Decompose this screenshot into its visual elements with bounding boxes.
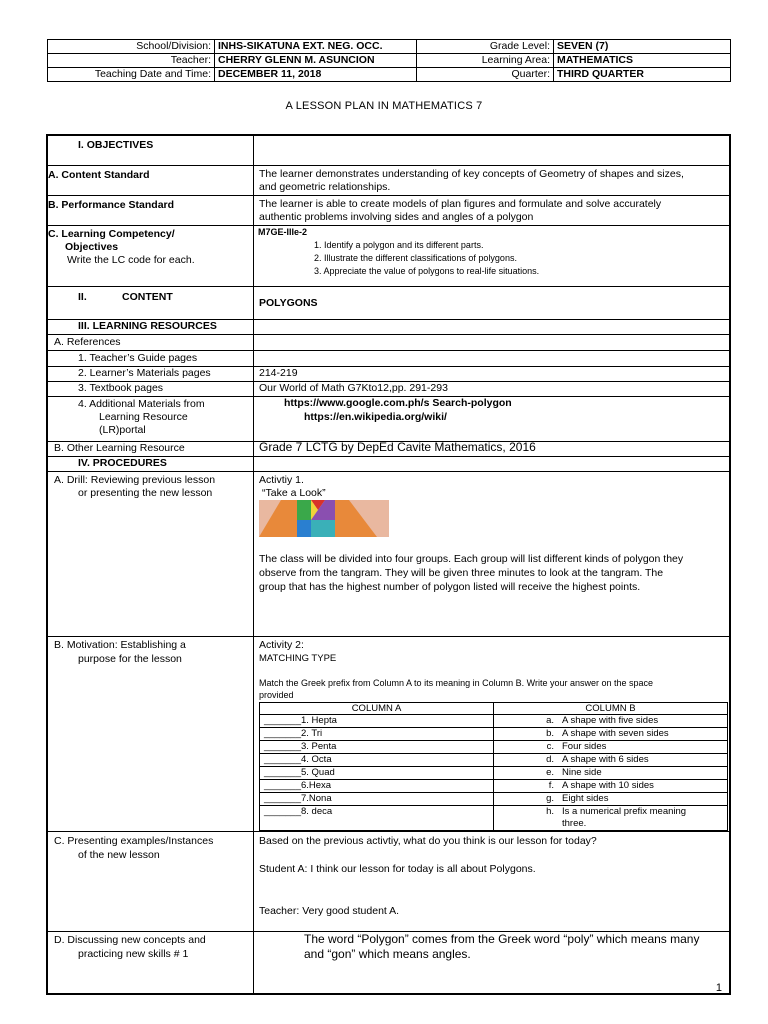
content-standard-line2: and geometric relationships. — [259, 181, 391, 193]
content-standard-line1: The learner demonstrates understanding of key concepts of Geometry of shapes and sizes, — [259, 168, 684, 180]
row-divider — [48, 334, 729, 335]
matching-row — [260, 767, 728, 780]
column-a-item: _______3. Penta — [260, 741, 494, 754]
additional-url-2[interactable]: https://en.wikipedia.org/wiki/ — [304, 411, 447, 423]
choice-key: d. — [546, 754, 554, 765]
choice-text: Is a numerical prefix meaning — [562, 806, 687, 817]
column-divider — [253, 136, 254, 993]
document-title: A LESSON PLAN IN MATHEMATICS 7 — [285, 100, 483, 112]
textbook-label: 3. Textbook pages — [78, 382, 164, 394]
choice-text: A shape with five sides — [562, 715, 659, 726]
resources-heading: III. LEARNING RESOURCES — [78, 320, 217, 332]
tangram-piece-blue — [297, 520, 311, 537]
content-heading-num: II. — [78, 291, 87, 303]
matching-row — [260, 806, 728, 831]
column-b-item — [494, 728, 728, 741]
teacher-value: CHERRY GLENN M. ASUNCION — [215, 54, 417, 68]
learners-materials-value: 214-219 — [259, 367, 298, 379]
discussing-label-2: practicing new skills # 1 — [78, 948, 189, 960]
column-a-item: _______1. Hepta — [260, 715, 494, 728]
procedures-heading: IV. PROCEDURES — [78, 457, 167, 469]
column-a-item: _______2. Tri — [260, 728, 494, 741]
row-divider — [48, 225, 729, 226]
tangram-piece-teal — [311, 520, 335, 537]
activity1-text-3: group that has the highest number of polygon listed will receive the highest points. — [259, 581, 641, 593]
discussing-label: D. Discussing new concepts and — [54, 934, 206, 946]
matching-row — [260, 780, 728, 793]
activity2-title: Activity 2: — [259, 639, 304, 651]
other-resource-value: Grade 7 LCTG by DepEd Cavite Mathematics, 2016 — [259, 440, 536, 454]
school-label: School/Division: — [48, 40, 215, 54]
choice-key: h. — [546, 806, 554, 817]
column-b-item — [494, 806, 728, 831]
choice-key: g. — [546, 793, 554, 804]
column-b-header: COLUMN B — [494, 703, 728, 715]
matching-row — [260, 741, 728, 754]
teachers-guide-label: 1. Teacher’s Guide pages — [78, 352, 198, 364]
matching-row — [260, 754, 728, 767]
matching-row — [260, 715, 728, 728]
performance-standard-line2: authentic problems involving sides and angles of a polygon — [259, 211, 534, 223]
competency-label-objectives: Objectives — [65, 241, 119, 253]
objective-1: 1. Identify a polygon and its different parts. — [314, 240, 484, 250]
choice-text: A shape with 6 sides — [562, 754, 649, 765]
area-label: Learning Area: — [417, 54, 554, 68]
tangram-piece-green — [297, 500, 311, 520]
discussing-text-1: The word “Polygon” comes from the Greek word “poly” which means many — [304, 932, 700, 946]
discussing-text-2: and “gon” which means angles. — [304, 947, 471, 961]
column-a-item: _______5. Quad — [260, 767, 494, 780]
choice-text: Nine side — [562, 767, 602, 778]
performance-standard-line1: The learner is able to create models of plan figures and formulate and solve accurately — [259, 198, 662, 210]
grade-label: Grade Level: — [417, 40, 554, 54]
drill-label: A. Drill: Reviewing previous lesson — [54, 474, 216, 486]
additional-materials-label-3: (LR)portal — [99, 424, 146, 436]
other-resource-label: B. Other Learning Resource — [54, 442, 185, 454]
content-value: POLYGONS — [259, 297, 318, 309]
choice-key: b. — [546, 728, 554, 739]
content-standard-label: A. Content Standard — [48, 169, 150, 181]
objective-3: 3. Appreciate the value of polygons to real-life situations. — [314, 266, 540, 276]
activity2-name: MATCHING TYPE — [259, 653, 337, 664]
presenting-label-2: of the new lesson — [78, 849, 160, 861]
drill-label-2: or presenting the new lesson — [78, 487, 213, 499]
presenting-teacher-response: Teacher: Very good student A. — [259, 905, 400, 917]
competency-label-instruction: Write the LC code for each. — [67, 254, 195, 266]
matching-table — [259, 702, 728, 831]
quarter-label: Quarter: — [417, 68, 554, 82]
choice-text: Four sides — [562, 741, 607, 752]
textbook-value: Our World of Math G7Kto12,pp. 291-293 — [259, 382, 448, 394]
choice-key: e. — [546, 767, 554, 778]
column-b-item — [494, 715, 728, 728]
presenting-label: C. Presenting examples/Instances — [54, 835, 214, 847]
matching-row — [260, 793, 728, 806]
activity1-title: Activtiy 1. — [259, 474, 304, 486]
performance-standard-label: B. Performance Standard — [48, 199, 175, 211]
column-a-item: _______7.Nona — [260, 793, 494, 806]
motivation-label: B. Motivation: Establishing a — [54, 639, 186, 651]
choice-key: a. — [546, 715, 554, 726]
additional-materials-label: 4. Additional Materials from — [78, 398, 205, 410]
objectives-heading: I. OBJECTIVES — [78, 139, 154, 151]
choice-text: Eight sides — [562, 793, 609, 804]
activity2-instruction-1: Match the Greek prefix from Column A to its meaning in Column B. Write your answer on the space — [259, 678, 654, 688]
row-divider — [48, 636, 729, 637]
activity2-instruction-2: provided — [259, 690, 294, 700]
content-heading: CONTENT — [122, 291, 173, 303]
school-value: INHS-SIKATUNA EXT. NEG. OCC. — [215, 40, 417, 54]
matching-row — [260, 728, 728, 741]
column-a-header: COLUMN A — [260, 703, 494, 715]
grade-value: SEVEN (7) — [554, 40, 731, 54]
date-label: Teaching Date and Time: — [48, 68, 215, 82]
choice-text: A shape with 10 sides — [562, 780, 654, 791]
motivation-label-2: purpose for the lesson — [78, 653, 182, 665]
activity1-text-1: The class will be divided into four groups. Each group will list different kinds of polygon they — [259, 553, 684, 565]
additional-materials-label-2: Learning Resource — [99, 411, 188, 423]
row-divider — [48, 471, 729, 472]
lc-code: M7GE-IIIe-2 — [258, 227, 308, 237]
tangram-image — [259, 500, 389, 537]
objective-2: 2. Illustrate the different classifications of polygons. — [314, 253, 517, 263]
activity1-name: “Take a Look” — [262, 487, 326, 499]
page-number: 1 — [715, 982, 722, 994]
column-b-item — [494, 767, 728, 780]
choice-key: f. — [548, 780, 554, 791]
teacher-label: Teacher: — [48, 54, 215, 68]
row-divider — [48, 195, 729, 196]
row-divider — [48, 831, 729, 832]
learners-materials-label: 2. Learner’s Materials pages — [78, 367, 211, 379]
lesson-plan-table — [46, 134, 731, 995]
choice-text-continued: three. — [562, 818, 587, 829]
references-label: A. References — [54, 336, 121, 348]
column-b-item — [494, 741, 728, 754]
presenting-student-answer: Student A: I think our lesson for today is all about Polygons. — [259, 863, 536, 875]
header-table — [47, 39, 731, 82]
column-a-item: _______4. Octa — [260, 754, 494, 767]
row-divider — [48, 165, 729, 166]
choice-key: c. — [546, 741, 554, 752]
presenting-question: Based on the previous activtiy, what do you think is our lesson for today? — [259, 835, 597, 847]
area-value: MATHEMATICS — [554, 54, 731, 68]
column-a-item: _______6.Hexa — [260, 780, 494, 793]
row-divider — [48, 286, 729, 287]
column-b-item — [494, 754, 728, 767]
column-b-item — [494, 780, 728, 793]
quarter-value: THIRD QUARTER — [554, 68, 731, 82]
date-value: DECEMBER 11, 2018 — [215, 68, 417, 82]
choice-text: A shape with seven sides — [562, 728, 669, 739]
row-divider — [48, 350, 729, 351]
column-b-item — [494, 793, 728, 806]
competency-label: C. Learning Competency/ — [48, 228, 175, 240]
activity1-text-2: observe from the tangram. They will be given three minutes to look at the tangram. The — [259, 567, 664, 579]
additional-url-1[interactable]: https://www.google.com.ph/s Search-polygon — [284, 397, 512, 409]
column-a-item: _______8. deca — [260, 806, 494, 831]
